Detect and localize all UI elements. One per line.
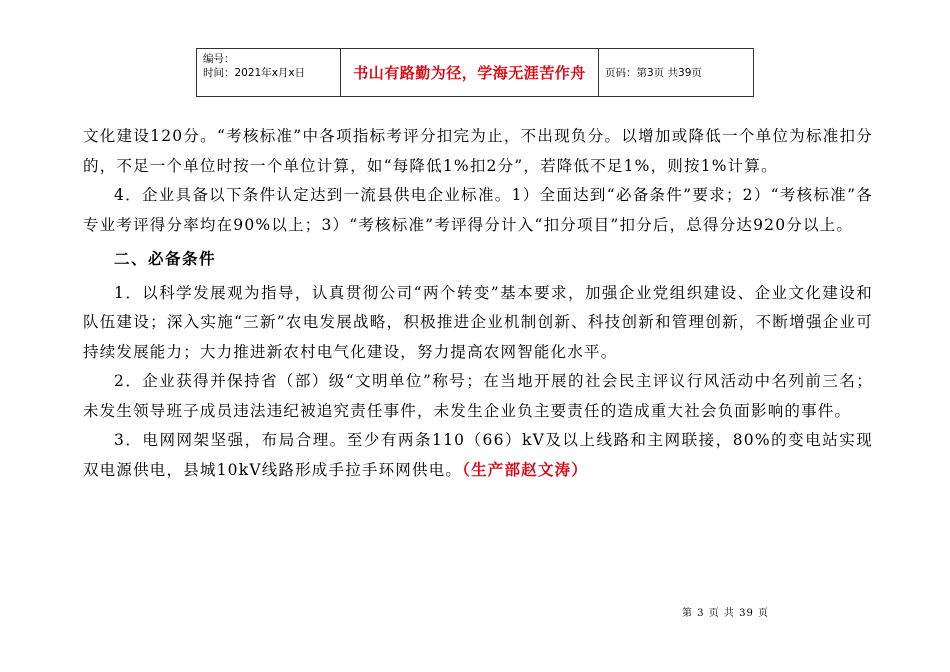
header-motto: 书山有路勤为径，学海无涯苦作舟 xyxy=(341,49,599,96)
paragraph-condition-1: 1．以科学发展观为指导，认真贯彻公司“两个转变”基本要求，加强企业党组织建设、企业文化建设和队伍建设；深入实施“三新”农电发展战略，积极推进企业机制创新、科技创新和管理创新，不断增强企业可持续发展能力；大力推进新农村电气化建设，努力提高农网智能化水平。 xyxy=(83,283,873,361)
section-heading-required-conditions: 二、必备条件 xyxy=(114,250,217,268)
document-number-label: 编号： xyxy=(203,53,235,65)
paragraph-standard-criteria: 4．企业具备以下条件认定达到一流县供电企业标准。1）全面达到“必备条件”要求；2）“考核标准”各专业考评得分率均在90%以上；3）“考核标准”考评得分计入“扣分项目”扣分后，总得分达920分以上。 xyxy=(83,186,873,234)
page-footer: 第 3 页 共 39 页 xyxy=(682,608,769,619)
page-header-table xyxy=(196,48,754,97)
document-time-label: 时间：2021年x月x日 xyxy=(203,67,306,79)
header-page-number: 页码：第3页 共39页 xyxy=(605,67,702,79)
paragraph-condition-3 xyxy=(83,426,873,485)
header-meta-cell xyxy=(197,49,341,96)
paragraph-scoring-rules: 文化建设120分。“考核标准”中各项指标考评分扣完为止，不出现负分。以增加或降低一个单位为标准扣分的，不足一个单位时按一个单位计算，如“每降低1%扣2分”，若降低不足1%，则按1%计算。 xyxy=(83,127,873,175)
condition-3-text: 3．电网网架坚强，布局合理。至少有两条110（66）kV及以上线路和主网联接，80%的变电站实现双电源供电，县城10kV线路形成手拉手环网供电。 xyxy=(83,431,873,479)
document-body xyxy=(83,122,873,485)
responsible-department-note: （生产部赵文涛） xyxy=(462,460,588,479)
paragraph-condition-2: 2．企业获得并保持省（部）级“文明单位”称号；在当地开展的社会民主评议行风活动中名列前三名；未发生领导班子成员违法违纪被追究责任事件，未发生企业负主要责任的造成重大社会负面影响的事件。 xyxy=(83,372,873,420)
